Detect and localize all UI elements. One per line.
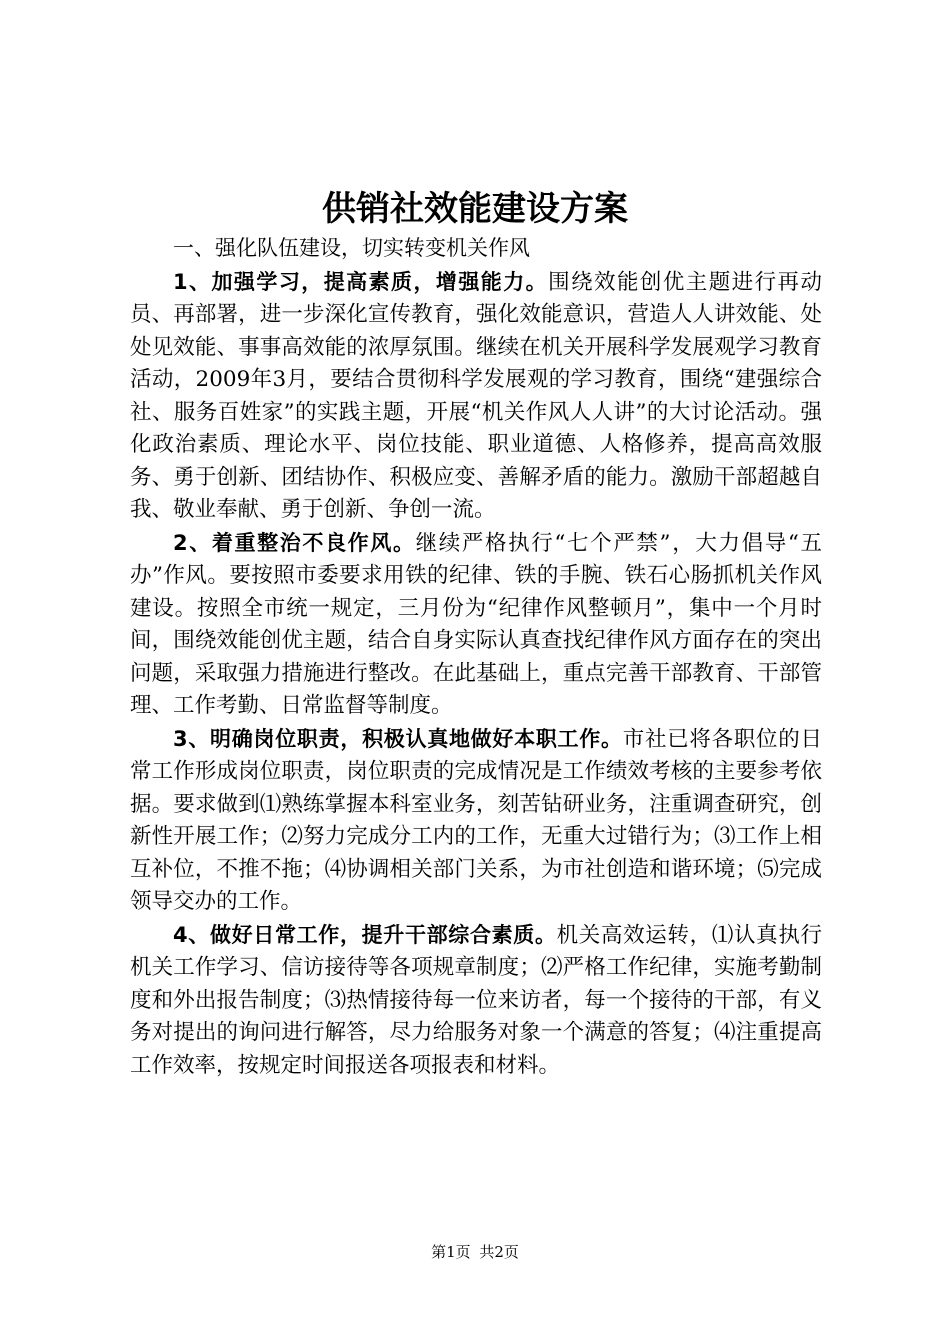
paragraph-item-4 bbox=[130, 919, 822, 1083]
document-body bbox=[130, 232, 822, 1082]
paragraph-lead: 2、着重整治不良作风。 bbox=[173, 530, 416, 555]
document-title: 供销社效能建设方案 bbox=[322, 189, 628, 229]
paragraph-lead: 1、加强学习，提高素质，增强能力。 bbox=[173, 269, 549, 294]
paragraph-item-2 bbox=[130, 527, 822, 723]
paragraph-text: 围绕效能创优主题进行再动员、再部署，进一步深化宣传教育，强化效能意识，营造人人讲效能、处处见效能、事事高效能的浓厚氛围。继续在机关开展科学发展观学习教育活动，2009年3月，要结合贯彻科学发展观的学习教育，围绕“建强综合社、服务百姓家”的实践主题，开展“机关作风人人讲”的大讨论活动。强化政治素质、理论水平、岗位技能、职业道德、人格修养，提高高效服务、勇于创新、团结协作、积极应变、善解矛盾的能力。激励干部超越自我、敬业奉献、勇于创新、争创一流。 bbox=[130, 269, 822, 522]
section-heading bbox=[130, 232, 822, 266]
paragraph-text: 机关高效运转，⑴认真执行机关工作学习、信访接待等各项规章制度；⑵严格工作纪律，实施考勤制度和外出报告制度；⑶热情接待每一位来访者，每一个接待的干部，有义务对提出的询问进行解答，尽力给服务对象一个满意的答复；⑷注重提高工作效率，按规定时间报送各项报表和材料。 bbox=[130, 922, 822, 1078]
paragraph-text: 市社已将各职位的日常工作形成岗位职责，岗位职责的完成情况是工作绩效考核的主要参考依据。要求做到⑴熟练掌握本科室业务，刻苦钻研业务，注重调查研究，创新性开展工作；⑵努力完成分工内的工作，无重大过错行为；⑶工作上相互补位，不推不拖；⑷协调相关部门关系，为市社创造和谐环境；⑸完成领导交办的工作。 bbox=[130, 726, 822, 914]
page-footer bbox=[0, 1242, 950, 1262]
paragraph-text: 继续严格执行“七个严禁”，大力倡导“五办”作风。要按照市委要求用铁的纪律、铁的手腕、铁石心肠抓机关作风建设。按照全市统一规定，三月份为“纪律作风整顿月”，集中一个月时间，围绕效能创优主题，结合自身实际认真查找纪律作风方面存在的突出问题，采取强力措施进行整改。在此基础上，重点完善干部教育、干部管理、工作考勤、日常监督等制度。 bbox=[130, 530, 822, 718]
page-total: 共2页 bbox=[479, 1243, 519, 1261]
page-number: 第1页 bbox=[431, 1243, 471, 1261]
paragraph-lead: 3、明确岗位职责，积极认真地做好本职工作。 bbox=[173, 726, 623, 751]
paragraph-item-1 bbox=[130, 266, 822, 527]
paragraph-lead: 4、做好日常工作，提升干部综合素质。 bbox=[173, 922, 557, 947]
paragraph-item-3 bbox=[130, 723, 822, 919]
section-heading-text: 一、强化队伍建设，切实转变机关作风 bbox=[173, 236, 530, 260]
